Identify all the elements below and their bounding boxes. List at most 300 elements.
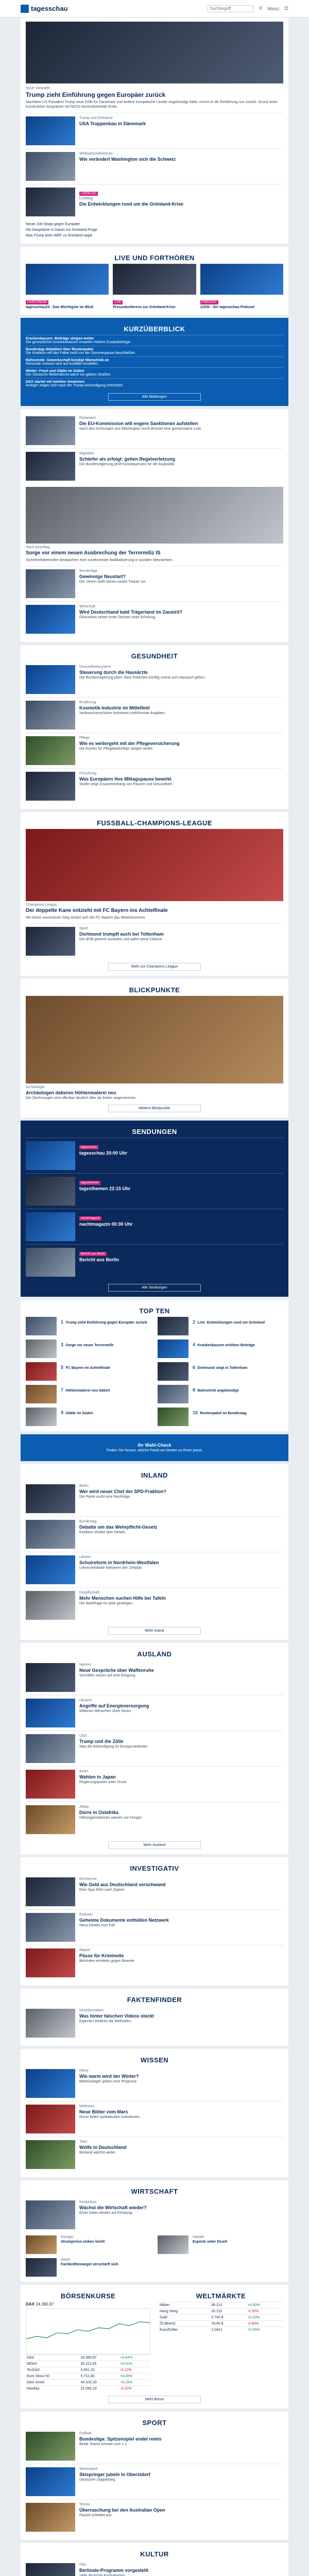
live-card[interactable] bbox=[200, 264, 283, 310]
list-item[interactable] bbox=[26, 148, 283, 184]
table-row[interactable] bbox=[159, 2327, 283, 2333]
cell-value: 44.102,33 bbox=[80, 2379, 119, 2385]
sendung-image bbox=[26, 1212, 75, 1241]
teaser-image bbox=[26, 2467, 75, 2496]
cell-change: +0,44% bbox=[119, 2354, 150, 2361]
topten-image bbox=[26, 1317, 57, 1335]
hamburger-icon[interactable]: ☰ bbox=[284, 6, 288, 11]
lead-title[interactable]: Archäologen datieren Höhlenmalerei neu bbox=[26, 1090, 116, 1096]
section-title: GESUNDHEIT bbox=[131, 652, 178, 660]
brand-logo[interactable] bbox=[21, 5, 68, 13]
teaser-kicker: Gesellschaft bbox=[79, 1590, 99, 1595]
rank: 7 bbox=[61, 1387, 64, 1393]
dax-line bbox=[26, 2321, 150, 2338]
teaser-title: Dürre in Ostafrika bbox=[79, 1809, 119, 1815]
teaser-text: Die Nachfrage ist stark gestiegen. bbox=[79, 1601, 134, 1605]
cell-change: +0,50% bbox=[246, 2302, 283, 2308]
related-link[interactable]: Die Gespräche in Davos zur Grönland-Frage bbox=[26, 228, 97, 232]
teaser-image bbox=[26, 2432, 75, 2461]
topten-item[interactable] bbox=[26, 1408, 151, 1426]
card-title: tagesschau24 - Das Wichtigste im Blick bbox=[26, 305, 94, 309]
site-header bbox=[0, 0, 309, 18]
teaser-image bbox=[26, 2563, 75, 2576]
sendung-title: nachtmagazin 00:30 Uhr bbox=[79, 1222, 133, 1227]
teaser-image bbox=[26, 1770, 75, 1799]
list-item[interactable] bbox=[26, 2137, 283, 2172]
topten-title: FC Bayern im Achtelfinale bbox=[65, 1366, 110, 1370]
topten-item[interactable] bbox=[158, 1385, 283, 1403]
kurz-item[interactable] bbox=[26, 357, 283, 367]
teaser-image bbox=[26, 2200, 75, 2229]
topten-item[interactable] bbox=[26, 1340, 151, 1358]
kurz-text: Reisende müssen sich auf Ausfälle einstellen. bbox=[26, 362, 99, 366]
live-image bbox=[26, 264, 109, 295]
topten-title: Rentenpaket im Bundestag bbox=[200, 1412, 247, 1416]
teaser-text: Verbraucherschützer kritisieren irreführende Angaben. bbox=[79, 711, 166, 715]
teaser-kicker: Parlament bbox=[79, 416, 96, 420]
champions-section bbox=[21, 812, 288, 979]
live-image bbox=[200, 264, 283, 295]
cell-value: 78,40 $ bbox=[210, 2320, 246, 2327]
teaser-title: Exporte unter Druck bbox=[193, 2240, 228, 2244]
list-item[interactable] bbox=[26, 2006, 283, 2041]
cell-change: +0,15% bbox=[119, 2379, 150, 2385]
list-item[interactable] bbox=[26, 1552, 283, 1587]
index-value: 24.380,87 bbox=[36, 2301, 54, 2307]
feature-title[interactable]: Sorge vor einem neuen Ausbrechung der Terrormiliz IS bbox=[26, 550, 161, 556]
cell-name: Euro Stoxx 50 bbox=[26, 2373, 80, 2379]
list-item[interactable] bbox=[26, 601, 283, 637]
teaser-title: Wie warm wird der Winter? bbox=[79, 2073, 139, 2079]
list-item[interactable] bbox=[26, 733, 283, 768]
cell-value: 1,0412 bbox=[210, 2327, 246, 2333]
teaser-title: Schulreform in Nordrhein-Westfalen bbox=[79, 1560, 159, 1565]
list-item[interactable] bbox=[26, 697, 283, 733]
topten-title: Glätte im Süden bbox=[65, 1412, 93, 1416]
teaser-image bbox=[26, 2503, 75, 2532]
list-item[interactable] bbox=[26, 184, 283, 219]
cell-name: MDAX bbox=[26, 2361, 80, 2367]
lead-kicker: Archäologie bbox=[26, 1086, 45, 1090]
teaser-image bbox=[26, 1520, 75, 1549]
live-badge: LIVESTREAM bbox=[26, 300, 48, 304]
list-item[interactable] bbox=[26, 1587, 283, 1623]
section-title: AUSLAND bbox=[137, 1650, 172, 1658]
blickpunkte-image[interactable] bbox=[26, 996, 283, 1083]
teaser-text: Behörden ermitteln gegen Beamte. bbox=[79, 1959, 135, 1963]
news-section bbox=[21, 409, 288, 645]
list-item[interactable] bbox=[26, 1802, 283, 1837]
section-title: LIVE UND FORTHÖREN bbox=[114, 253, 195, 262]
teaser-kicker: Länder bbox=[79, 1555, 91, 1559]
teaser-image bbox=[26, 188, 75, 216]
teaser-title: Wer wird neuer Chef der SPD-Fraktion? bbox=[79, 1488, 166, 1494]
teaser-title: Neue Gespräche über Waffenruhe bbox=[79, 1667, 154, 1673]
list-item[interactable] bbox=[26, 2258, 151, 2277]
list-item[interactable] bbox=[26, 413, 283, 448]
more-button[interactable]: Mehr zur Champions League bbox=[108, 963, 201, 971]
teaser-title: Skispringer jubeln in Oberstdorf bbox=[79, 2471, 151, 2477]
topten-title: Krankenkassen erhöhen Beiträge bbox=[197, 1344, 255, 1348]
ausland-section bbox=[21, 1643, 288, 1857]
list-item[interactable] bbox=[158, 2235, 283, 2254]
topten-section bbox=[21, 1300, 288, 1434]
infobox-text: Finden Sie heraus, welche Partei am besten zu Ihnen passt. bbox=[106, 1448, 203, 1452]
teaser-kicker: Forschung bbox=[79, 772, 97, 776]
cell-value: 2.745 $ bbox=[210, 2314, 246, 2320]
teaser-kicker: Trump und Grönland bbox=[79, 116, 113, 120]
cell-value: 24.380,87 bbox=[80, 2354, 119, 2361]
kurz-item[interactable] bbox=[26, 367, 283, 378]
more-button[interactable]: Weitere Blickpunkte bbox=[108, 1105, 201, 1112]
teaser-text: Beide Teams trennen sich 1:1. bbox=[79, 2442, 128, 2446]
sendung-badge: nachtmagazin bbox=[79, 1216, 101, 1221]
kurz-item[interactable] bbox=[26, 378, 283, 389]
teaser-image bbox=[26, 665, 75, 694]
teaser-kicker: Sport bbox=[79, 927, 88, 931]
list-item[interactable] bbox=[26, 923, 283, 959]
rank: 8 bbox=[193, 1387, 196, 1393]
live-card[interactable] bbox=[26, 264, 109, 310]
teaser-title: Trump und die Zölle bbox=[79, 1738, 124, 1744]
section-title: INLAND bbox=[141, 1471, 168, 1479]
teaser-kicker: Nahost bbox=[79, 1663, 91, 1667]
related-link[interactable]: Neuer Zoll-Stopp gegen Europäer bbox=[26, 222, 80, 226]
topten-title: Live: Entwicklungen rund um Grönland bbox=[197, 1321, 265, 1325]
list-item[interactable] bbox=[26, 1874, 283, 1909]
teaser-kicker: Pflege bbox=[79, 736, 90, 740]
info-box[interactable] bbox=[21, 1434, 288, 1464]
list-item[interactable] bbox=[26, 1660, 283, 1695]
table-row[interactable] bbox=[26, 2373, 150, 2379]
list-item[interactable] bbox=[26, 1138, 283, 1173]
table-row[interactable] bbox=[159, 2320, 283, 2327]
kurz-item[interactable] bbox=[26, 335, 283, 346]
list-item[interactable] bbox=[26, 1909, 283, 1945]
topten-item[interactable] bbox=[26, 1362, 151, 1381]
table-row[interactable] bbox=[26, 2361, 150, 2367]
teaser-image bbox=[26, 569, 75, 598]
teaser-text: Nach den Drohungen aus Washington sucht Brüssel eine gemeinsame Linie. bbox=[79, 427, 202, 431]
lead-image[interactable] bbox=[26, 22, 283, 83]
list-item[interactable] bbox=[26, 2499, 283, 2535]
rank: 4 bbox=[193, 1342, 196, 1348]
teaser-kicker: Liveblog bbox=[79, 196, 93, 200]
list-item[interactable] bbox=[26, 1209, 283, 1244]
kurzueberblick-section bbox=[21, 318, 288, 409]
markets-section bbox=[21, 2285, 288, 2412]
section-title: SPORT bbox=[142, 2418, 167, 2427]
cell-value: 20.115 bbox=[210, 2308, 246, 2314]
teaser-image bbox=[26, 452, 75, 481]
table-row[interactable] bbox=[159, 2302, 283, 2308]
feature-kicker: Nach Anschlag bbox=[26, 545, 50, 549]
teaser-image bbox=[26, 1699, 75, 1727]
kurz-text: Die Koalition will das Paket noch vor der Sommerpause beschließen. bbox=[26, 351, 136, 355]
more-button[interactable]: Mehr Ausland bbox=[108, 1841, 201, 1849]
cell-value: 39.210 bbox=[210, 2302, 246, 2308]
champions-lead-image[interactable] bbox=[26, 829, 283, 901]
sendung-image bbox=[26, 1141, 75, 1170]
rank: 10 bbox=[193, 1410, 198, 1416]
cell-name: Hang Seng bbox=[159, 2308, 210, 2314]
teaser-text: Vermittler setzen auf eine Einigung. bbox=[79, 1673, 136, 1677]
list-item[interactable] bbox=[26, 2101, 283, 2137]
teaser-text: Ökonomen sehen erste Zeichen einer Erholung. bbox=[79, 615, 157, 619]
infobox-title: Ihr Wahl-Check bbox=[138, 1443, 171, 1448]
teaser-text: Die Bundesregierung prüft Konsequenzen für die Asylpolitik. bbox=[79, 462, 176, 466]
list-item[interactable] bbox=[26, 2560, 283, 2576]
cell-change: -0,35% bbox=[246, 2308, 283, 2314]
topten-image bbox=[158, 1317, 188, 1335]
teaser-kicker: Ukraine bbox=[79, 1698, 92, 1702]
list-item[interactable] bbox=[26, 566, 283, 601]
teaser-title: Strompreise sinken leicht bbox=[61, 2240, 105, 2244]
inland-section bbox=[21, 1464, 288, 1643]
topten-image bbox=[158, 1340, 188, 1358]
list-item[interactable] bbox=[26, 1516, 283, 1552]
teaser-text: Hilfsorganisationen warnen vor Hunger. bbox=[79, 1816, 143, 1820]
topten-image bbox=[158, 1362, 188, 1381]
lead-teaser: Nachdem US-Präsident Trump neue Zölle für Dänemark und andere europäische Länder angekündigt hatte, nimmt er die Einführung nun zurück. Grund seien konstruktive Gespräche mit NATO-Generalsekretär Rutte. bbox=[26, 100, 278, 109]
list-item[interactable] bbox=[26, 1695, 283, 1731]
teaser-title: Neue Bilder vom Mars bbox=[79, 2109, 128, 2114]
main-content bbox=[21, 18, 288, 2576]
teaser-image bbox=[26, 2140, 75, 2169]
table-row[interactable] bbox=[26, 2354, 150, 2361]
live-badge: LIVE bbox=[113, 300, 123, 304]
teaser-image bbox=[26, 2235, 57, 2254]
teaser-text: Erste Daten deuten auf Erholung. bbox=[79, 2211, 133, 2215]
cell-name: TecDAX bbox=[26, 2367, 80, 2373]
menu-label[interactable]: Menü bbox=[267, 6, 279, 11]
list-item[interactable] bbox=[26, 2235, 151, 2254]
more-button[interactable]: Alle Sendungen bbox=[108, 1284, 201, 1292]
table-row[interactable] bbox=[159, 2314, 283, 2320]
section-title: TOP TEN bbox=[139, 1307, 170, 1315]
search-icon[interactable]: ⚲ bbox=[259, 6, 263, 11]
teaser-title: Wächst die Wirtschaft wieder? bbox=[79, 2205, 147, 2210]
gesundheit-section bbox=[21, 645, 288, 812]
dax-chart[interactable] bbox=[26, 2308, 150, 2354]
table-row[interactable] bbox=[26, 2385, 150, 2392]
list-item[interactable] bbox=[26, 1945, 283, 1980]
teaser-text: Was die Ankündigung für Europa bedeutet. bbox=[79, 1744, 148, 1749]
card-title: 11KM - der tagesschau-Podcast bbox=[200, 305, 255, 309]
teaser-image bbox=[158, 2235, 188, 2254]
teaser-title: Kosmetik-Industrie im Mittelfeld bbox=[79, 705, 150, 711]
kurz-title: Bundestag debattiert über Rentenpaket bbox=[26, 347, 94, 351]
cell-change: -0,22% bbox=[119, 2385, 150, 2392]
teaser-text: Bestand wächst weiter. bbox=[79, 2150, 116, 2155]
topten-image bbox=[26, 1408, 57, 1426]
topten-title: Dortmund siegt in Tottenham bbox=[197, 1366, 248, 1370]
kurz-text: Anleger zeigen sich nach der Trump-Ankündigung erleichtert. bbox=[26, 383, 124, 387]
teaser-title: Debatte um das Wehrpflicht-Gesetz bbox=[79, 1524, 158, 1530]
lead-text: Mit einem souveränen Sieg sichert sich der FC Bayern das Weiterkommen. bbox=[26, 916, 146, 920]
teaser-kicker: Asien bbox=[79, 1769, 89, 1773]
teaser-text: Lehrerverbände kritisieren den Zeitplan. bbox=[79, 1566, 143, 1570]
teaser-kicker: Bundesliga bbox=[79, 569, 97, 573]
cell-value: 21.045,10 bbox=[80, 2385, 119, 2392]
teaser-text: Rover liefert spektakuläre Aufnahmen. bbox=[79, 2115, 141, 2119]
teaser-kicker: Desinformation bbox=[79, 2008, 104, 2012]
teaser-title: USA Truppenbau in Dänemark bbox=[79, 121, 146, 126]
teaser-kicker: Weltwirtschaftsforum bbox=[79, 151, 113, 156]
more-button[interactable]: Mehr Börse bbox=[108, 2396, 201, 2403]
related-links bbox=[26, 222, 283, 239]
topten-item[interactable] bbox=[158, 1362, 283, 1381]
feature-text: Sicherheitsbehörden beobachten eine zunehmende Radikalisierung in sozialen Netzwerken. bbox=[26, 558, 174, 562]
wirtschaft-section bbox=[21, 2180, 288, 2285]
brand-name: tagesschau bbox=[31, 5, 68, 12]
liveblog-badge: LIVEBLOG bbox=[79, 192, 98, 196]
table-row[interactable] bbox=[26, 2367, 150, 2373]
teaser-title: Steuerung durch die Hausärzte bbox=[79, 670, 148, 675]
rank: 3 bbox=[61, 1342, 64, 1348]
more-button[interactable]: Mehr Inland bbox=[108, 1627, 201, 1635]
sendung-badge: tagesthemen bbox=[79, 1181, 100, 1185]
section-title: FAKTENFINDER bbox=[127, 1995, 182, 2004]
teaser-title: Was hinter falschen Videos steckt bbox=[79, 2013, 154, 2019]
blickpunkte-section bbox=[21, 979, 288, 1121]
topten-item[interactable] bbox=[26, 1385, 151, 1403]
cell-name: Gold bbox=[159, 2314, 210, 2320]
teaser-image bbox=[26, 1805, 75, 1834]
list-item[interactable] bbox=[26, 1481, 283, 1516]
topten-image bbox=[26, 1362, 57, 1381]
teaser-image bbox=[26, 116, 75, 145]
cell-change: +0,28% bbox=[119, 2373, 150, 2379]
list-item[interactable] bbox=[26, 113, 283, 148]
list-item[interactable] bbox=[26, 1731, 283, 1766]
teaser-image bbox=[26, 1734, 75, 1763]
teaser-text: Die Partei sucht eine Nachfolge. bbox=[79, 1495, 131, 1499]
teaser-text: Millionen Menschen ohne Strom. bbox=[79, 1709, 132, 1713]
logo-mark-icon bbox=[21, 5, 29, 13]
kurz-title: Krankenkassen: Beiträge steigen weiter bbox=[26, 336, 94, 341]
table-row[interactable] bbox=[26, 2379, 150, 2385]
topten-image bbox=[26, 1385, 57, 1403]
teaser-kicker: Energie bbox=[61, 2235, 74, 2239]
teaser-kicker: Wintersport bbox=[79, 2467, 98, 2471]
list-item[interactable] bbox=[26, 2464, 283, 2499]
teaser-kicker: Weltraum bbox=[79, 2104, 95, 2108]
list-item[interactable] bbox=[26, 1173, 283, 1209]
list-item[interactable] bbox=[26, 2066, 283, 2101]
related-link[interactable]: Was Trump beim WEF zu Grönland sagte bbox=[26, 233, 93, 238]
section-title: FUSSBALL-CHAMPIONS-LEAGUE bbox=[96, 819, 213, 827]
kurz-title: Bahnstreik: Gewerkschaft kündigt Warnstreik an bbox=[26, 358, 109, 362]
teaser-kicker: Handel bbox=[193, 2235, 204, 2239]
sendung-title: tagesthemen 22:15 Uhr bbox=[79, 1186, 131, 1192]
teaser-text: Die Kosten für Pflegebedürftige steigen weiter. bbox=[79, 747, 153, 751]
lead-kicker: Neue Vorwürfe bbox=[26, 87, 50, 90]
teaser-kicker: Afrika bbox=[79, 1805, 89, 1809]
sendung-badge: tagesschau bbox=[79, 1145, 98, 1149]
cell-name: Nasdaq bbox=[26, 2385, 80, 2392]
cell-value: 3.651,20 bbox=[80, 2367, 119, 2373]
topten-title: Trump zieht Einführung gegen Europäer zurück bbox=[65, 1321, 147, 1325]
teaser-kicker: Berlin bbox=[79, 1484, 89, 1488]
cell-name: DAX bbox=[26, 2354, 80, 2361]
teaser-kicker: Recherche bbox=[79, 1877, 97, 1881]
sendung-image bbox=[26, 1248, 75, 1277]
list-item[interactable] bbox=[26, 2197, 283, 2232]
live-card[interactable] bbox=[113, 264, 196, 310]
section-title: WISSEN bbox=[140, 2056, 169, 2064]
teaser-title: Was Europäern ihre Mittagspause bewirkt bbox=[79, 776, 171, 782]
table-row[interactable] bbox=[159, 2308, 283, 2314]
section-title: BLICKPUNKTE bbox=[129, 986, 180, 994]
lead-title[interactable]: Der doppelte Kane entzieht mit FC Bayern ins Achtelfinale bbox=[26, 908, 168, 914]
kurz-title: Wetter: Frost und Glätte im Süden bbox=[26, 369, 84, 373]
kurz-text: Der Deutsche Wetterdienst warnt vor glatten Straßen. bbox=[26, 372, 112, 377]
teaser-title: Fachkräftemangel verschärft sich bbox=[61, 2262, 118, 2266]
section-title: KULTUR bbox=[140, 2550, 169, 2558]
section-title: BÖRSENKURSE bbox=[60, 2292, 116, 2300]
cell-change: +0,05% bbox=[246, 2327, 283, 2333]
podcast-badge: PODCAST bbox=[200, 300, 218, 304]
weltmaerkte-panel bbox=[159, 2289, 283, 2333]
topten-item[interactable] bbox=[26, 1317, 151, 1335]
sendung-title: tagesschau 20:00 Uhr bbox=[79, 1150, 128, 1156]
sport-section bbox=[21, 2412, 288, 2543]
kurz-text: Die gesetzlichen Krankenkassen erwarten höhere Zusatzbeiträge. bbox=[26, 340, 131, 344]
teaser-text: Experten erklären die Methoden. bbox=[79, 2019, 132, 2023]
lead-text: Die Zeichnungen sind offenbar deutlich älter als bisher angenommen. bbox=[26, 1096, 137, 1100]
sendung-image bbox=[26, 1177, 75, 1206]
list-item[interactable] bbox=[26, 1244, 283, 1280]
search-input[interactable] bbox=[208, 5, 254, 12]
kurz-item[interactable] bbox=[26, 346, 283, 357]
teaser-kicker: Report bbox=[79, 1948, 91, 1952]
topten-item[interactable] bbox=[158, 1408, 283, 1426]
topten-item[interactable] bbox=[158, 1317, 283, 1335]
sendung-title: Bericht aus Berlin bbox=[79, 1257, 119, 1263]
lead-headline[interactable]: Trump zieht Einführung gegen Europäer zurück bbox=[26, 91, 166, 98]
list-item[interactable] bbox=[26, 2429, 283, 2464]
list-item[interactable] bbox=[26, 768, 283, 804]
topten-title: Sorge vor neuer Terrorwelle bbox=[65, 1344, 114, 1348]
weltmaerkte-table bbox=[159, 2302, 283, 2333]
teaser-kicker: Tiere bbox=[79, 2140, 88, 2144]
teaser-image bbox=[26, 772, 75, 801]
teaser-image bbox=[26, 1591, 75, 1620]
list-item[interactable] bbox=[26, 1766, 283, 1802]
rank: 6 bbox=[193, 1365, 196, 1370]
topten-image bbox=[26, 1340, 57, 1358]
teaser-image bbox=[26, 1877, 75, 1906]
teaser-image bbox=[26, 2258, 57, 2277]
more-button[interactable]: Alle Meldungen bbox=[108, 393, 201, 401]
live-image bbox=[113, 264, 196, 295]
teaser-kicker: Exklusiv bbox=[79, 1912, 93, 1917]
teaser-kicker: USA bbox=[79, 1734, 87, 1738]
teaser-image bbox=[26, 736, 75, 765]
teaser-kicker: Film bbox=[79, 2563, 87, 2567]
list-item[interactable] bbox=[26, 662, 283, 697]
live-section bbox=[21, 247, 288, 318]
teaser-image bbox=[26, 416, 75, 445]
teaser-title: Wie es weitergeht mit der Pflegeversicherung bbox=[79, 741, 180, 747]
teaser-image bbox=[26, 1913, 75, 1942]
cell-change: -0,12% bbox=[119, 2367, 150, 2373]
feature-image[interactable] bbox=[26, 487, 283, 544]
teaser-text: Viele deutsche Produktionen. bbox=[79, 2573, 126, 2576]
list-item[interactable] bbox=[26, 448, 283, 484]
topten-item[interactable] bbox=[158, 1340, 283, 1358]
